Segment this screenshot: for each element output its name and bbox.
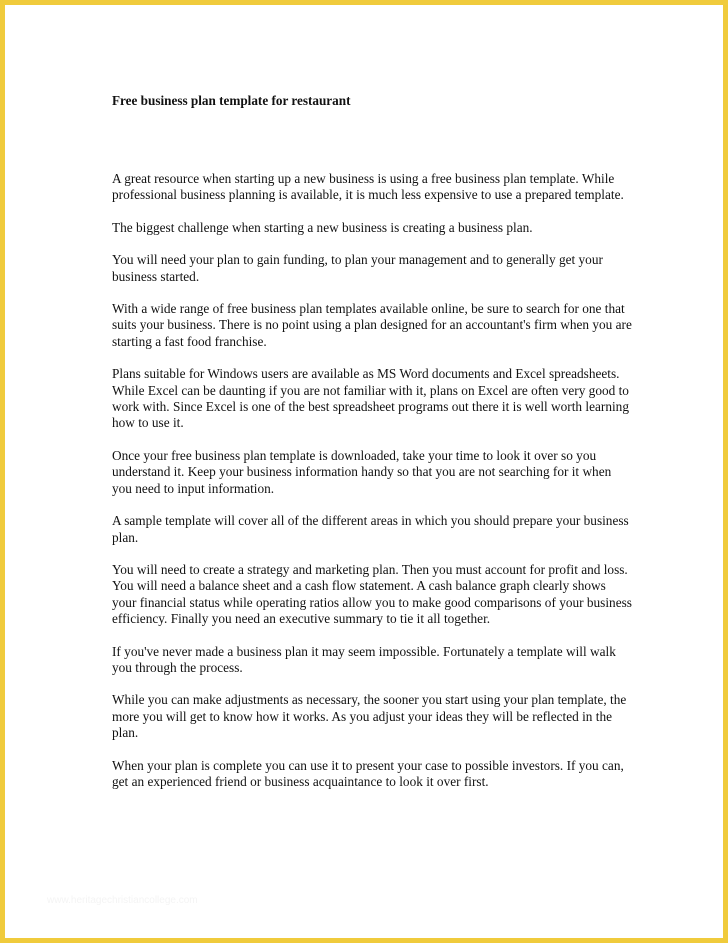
paragraph-6: Once your free business plan template is downloaded, take your time to look it over so you understand it. Keep your business information handy so that you are not searching for it when you need to input information.	[112, 447, 612, 496]
paragraph-7: A sample template will cover all of the different areas in which you should prepare your business plan.	[112, 513, 629, 545]
paragraph-9: If you've never made a business plan it may seem impossible. Fortunately a template will walk you through the process.	[112, 643, 616, 675]
paragraph-5: Plans suitable for Windows users are available as MS Word documents and Excel spreadsheets. While Excel can be daunting if you are not familiar with it, plans on Excel are often very good to work with. Since Excel is one of the best spreadsheet programs out there it is well worth learning how to use it.	[112, 366, 629, 431]
paragraph-8: You will need to create a strategy and marketing plan. Then you must account for profit and loss. You will need a balance sheet and a cash flow statement. A cash balance graph clearly shows your financial status while operating ratios allow you to make good comparisons of your business efficiency. Finally you need an executive summary to tie it all together.	[112, 561, 632, 627]
paragraph-11: When your plan is complete you can use it to present your case to possible investors. If you can, get an experienced friend or business acquaintance to look it over first.	[112, 757, 624, 789]
watermark-text: www.heritagechristiancollege.com	[47, 895, 198, 906]
paragraph-3: You will need your plan to gain funding, to plan your management and to generally get your business started.	[112, 252, 603, 284]
document-body	[112, 93, 632, 806]
paragraph-2: The biggest challenge when starting a new business is creating a business plan.	[112, 219, 533, 235]
document-title: Free business plan template for restaurant	[112, 93, 351, 108]
paragraph-1: A great resource when starting up a new business is using a free business plan template. While professional business planning is available, it is much less expensive to use a prepared template.	[112, 171, 624, 203]
paragraph-4: With a wide range of free business plan templates available online, be sure to search for one that suits your business. There is no point using a plan designed for an accountant's firm when you are starting a fast food franchise.	[112, 301, 632, 349]
paragraph-10: While you can make adjustments as necessary, the sooner you start using your plan template, the more you will get to know how it works. As you adjust your ideas they will be reflected in the plan.	[112, 692, 627, 741]
